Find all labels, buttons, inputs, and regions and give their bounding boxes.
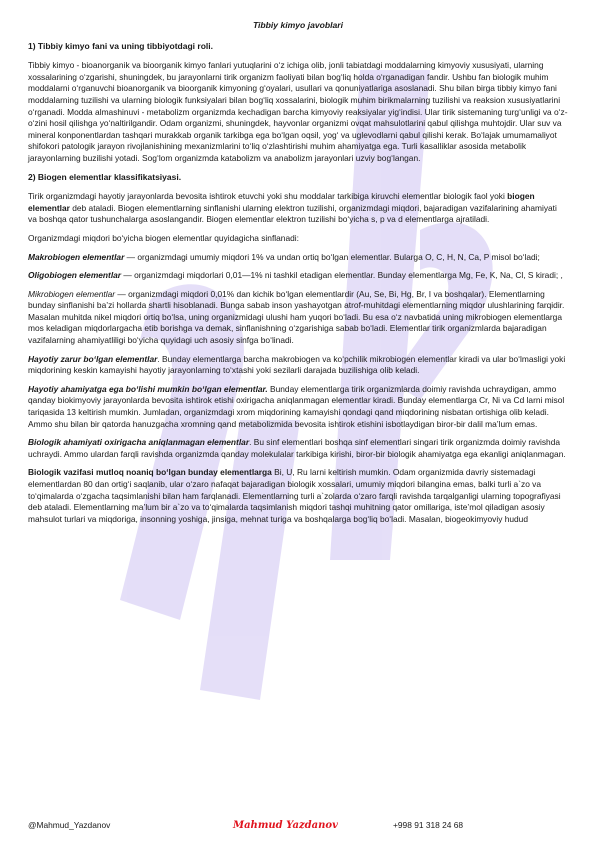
macro-paragraph (28, 252, 568, 264)
function-paragraph (28, 467, 568, 525)
function-text: Bi, U, Ru larni keltirish mumkin. Odam organizmida davriy sistemadagi elementlardan 80 dan ortig‘i saqlanib, ular o‘zaro nafaqat bajaradigan biologik xossalari, umumiy miqdori bilangina emas, balki turli a`zo va to‘qimalarda o‘zgacha taqsimlanishi bilan ham farqlanadi. Elementlarning turli a`zolarda o‘zaro farqli ravishda tarqalganligi ularning topografiyasi deb ataladi. Elementlarning ma’lum bir a`zo va to‘qimalarda taqsimlanish miqdori tashqi muhitning qator omillariga, iste’mol qiladigan asosiy mahsulot turlari va miqdoriga, insonning yoshiga, jinsiga, mehnat turiga va boshqalarga bog‘liq bo‘ladi. Masalan, biogeokimyoviy hudud (28, 467, 561, 524)
micro-paragraph (28, 289, 568, 347)
oligo-text: — organizmdagi miqdorlari 0,01—1% ni tashkil etadigan elementlar. Bunday elementlarga Mg, Fe, K, Na, Cl, S kiradi; , (121, 270, 563, 281)
footer-handle: @Mahmud_Yazdanov (28, 820, 111, 830)
footer-brand: Mahmud Yazdanov (233, 819, 338, 831)
unknown-text: . Bu sinf elementlari boshqa sinf elementlari singari tirik organizmda doimiy ravishda uchraydi. Ammo ulardan farqli ravishda organizmda qanday molekulalar tarkibiga kirishi, biror-bir biologik ahamiyatga ega ekanligi aniqlanmagan. (28, 437, 566, 459)
possible-text: Bunday elementlarga tirik organizmlarda doimiy ravishda uchraydigan, ammo qanday biokimyoviy jarayonlarda bevosita ishtirok etishi oxirigacha aniqlanmagan elementlar kiradi. Bunday elementlarga Cr, Ni va Cd larni misol tariqasida 13 keltirish mumkin. Jumladan, organizmdagi xrom miqdorining kamayishi qondagi qand miqdorining nisbatan ortishiga olib keladi. Ammo shu bilan bir qatorda hanuzgacha xromning qand metabolizmida bevosita ishtirok etishini isbotlaydigan biror-bir dalil ma’lum emas. (28, 383, 565, 429)
vital-text: . Bunday elementlarga barcha makrobiogen va ko‘pchilik mikrobiogen elementlar kiradi va ular bo‘lmasligi yoki miqdorining keskin kamayishi hayotiy jarayonlarning to‘xtashi yoki sezilarli darajada buzilishiga olib keladi. (28, 353, 566, 376)
section-1-heading: 1) Tibbiy kimyo fani va uning tibbiyotdagi roli. (28, 40, 213, 51)
oligo-paragraph (28, 270, 568, 282)
section-1-paragraph: Tibbiy kimyo - bioanorganik va bioorganik kimyo fanlari yutuqlarini o‘z ichiga olib, jonli tabiatdagi moddalarning kimyoviy xususiyati, ularning xossalarining o‘zgarishi, shuningdek, bu jarayonlarni tirik organizm faoliyati bilan bog‘liq holda o‘rganadigan fandir. Ushbu fan biologik muhim moddalarni o‘rganuvchi bioanorganik va bioorganik kimyoning g‘oyalari, usullari va qonuniyatlariga asoslanadi. Shu bilan birga tibbiy kimyo fani moddalarning tuzilishi va ularning biologik funksiyalari bilan bog‘liq xossalarini, biologik muhim birikmalarning tuzilishi va reaksion xususiyatlarini o‘rganadi. Modda almashinuvi - metabolizm organizmda kechadigan barcha kimyoviy reaksiyalar yig‘indisi. Ular tirik sistemaning turg‘unligi va o‘z-o‘zini hosil qilishga yo‘naltirilgandir. Odam organizmi, shuningdek, hayvonlar organizmi ovqat mahsulotlarini qabul qilishga muhtojdir. Ular suv va mineral konponentlardan tashqari murakkab organik tarkibga ega bo‘lgan oqsil, yog‘ va uglevodlarni qabul qilishi kerak. Bo‘lajak umumamaliyot shifokori patologik jarayon rivojlanishining mexanizmlarini to‘liq o‘zlashtirishi muhim ahamiyatga ega. Turli kasalliklar asosida metabolik jarayonlarning buzilishi yotadi. Sog‘lom organizmda katabolizm va anabolizm jarayonlari uzviy bog‘langan. (28, 60, 568, 163)
vital-paragraph (28, 354, 568, 377)
section-2-paragraph-2: Organizmdagi miqdori bo‘yicha biogen elementlar quyidagicha sinflanadi: (28, 232, 299, 243)
micro-term: Mikrobiogen elementlar (28, 288, 116, 299)
section-2-heading: 2) Biogen elementlar klassifikatsiyasi. (28, 171, 182, 182)
unknown-paragraph (28, 437, 568, 460)
vital-term: Hayotiy zarur bo‘lgan elementlar (28, 353, 158, 364)
page-footer (28, 818, 568, 832)
document-title: Tibbiy kimyo javoblari (252, 20, 344, 30)
footer-phone: +998 91 318 24 68 (393, 820, 464, 830)
text-run: Tirik organizmdagi hayotiy jarayonlarda bevosita ishtirok etuvchi yoki shu moddalar tarkibiga kiruvchi elementlar biologik faol yoki (28, 191, 508, 202)
document-body (28, 20, 568, 532)
possible-paragraph (28, 384, 568, 430)
macro-text: — organizmdagi umumiy miqdori 1% va undan ortiq bo‘lgan elementlar. Bularga O, C, H, N, Ca, P misol bo‘ladi; (124, 251, 540, 262)
possible-term: Hayotiy ahamiyatga ega bo‘lishi mumkin bo‘lgan elementlar. (28, 383, 268, 394)
oligo-term: Oligobiogen elementlar (28, 270, 122, 281)
text-run: deb ataladi. Biogen elementlarning sinflanishi ularning elektron tuzilishi, organizmdagi miqdori, bajaradigan vazifalarining ahamiyati va boshqa qator tushunchalarga asoslangandir. Biogen elementlar elektron tuzilishi bo‘yicha s, p va d elementlarga ajratiladi. (28, 202, 557, 225)
section-2-paragraph-1 (28, 191, 568, 226)
micro-text: — organizmdagi miqdori 0,01% dan kichik bo‘lgan elementlardir (Au, Se, Bi, Hg, Br, I va boshqalar). Elementlarning bunday sinflanishi ba’zi hollarda shartli hisoblanadi. Bunga sabab inson yashayotgan atrof-muhitdagi elementlarning miqdor ulushlarining farqidir. Masalan muhitda nikel miqdori ortiq bo‘lsa, uning organizmidagi ulushi ham yuqori bo‘ladi. Bu esa o‘z navbatida uning mikrobiogen elementlarga mos keladigan miqdorlargacha etib borishga va demak, sinflanishning o‘zgarishiga sabab bo‘ladi. Elementlar tirik organizmlarda bajaradigan vazifalarning ahamiyatliligi bo‘yicha quyidagi uch asosiy sinfga bo‘linadi. (28, 288, 565, 346)
unknown-term: Biologik ahamiyati oxirigacha aniqlanmagan elementlar (28, 437, 250, 448)
macro-term: Makrobiogen elementlar (28, 251, 125, 262)
function-term: Biologik vazifasi mutloq noaniq bo‘lgan bunday elementlarga (28, 467, 272, 478)
biogen-term: biogen elementlar (28, 191, 535, 213)
